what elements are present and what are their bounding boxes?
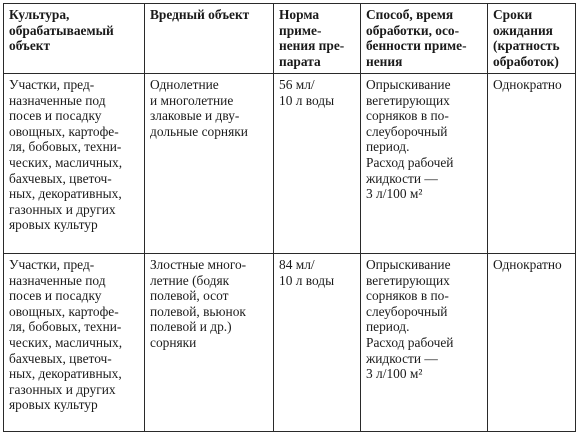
cell-crop: Участки, пред- назначенные под посев и посадку овощных, картофе- ля, бобовых, техни- ческих, масличных, бахчевых, цветоч- ных, декоративных, газонных и других яровых культур: [4, 254, 145, 432]
cell-pest: Однолетние и многолетние злаковые и дву- дольные сорняки: [145, 74, 274, 254]
table-row: [4, 74, 576, 254]
cell-rate: 84 мл/ 10 л воды: [274, 254, 361, 432]
header-pest: Вредный объект: [145, 4, 274, 74]
cell-rate: 56 мл/ 10 л воды: [274, 74, 361, 254]
cell-waiting-period: Однократно: [488, 254, 576, 432]
cell-crop: Участки, пред- назначенные под посев и посадку овощных, картофе- ля, бобовых, техни- ческих, масличных, бахчевых, цветоч- ных, декоративных, газонных и других яровых культур: [4, 74, 145, 254]
cell-method: Опрыскивание вегетирующих сорняков в по- слеуборочный период. Расход рабочей жидкости — 3 л/100 м²: [361, 74, 488, 254]
header-crop: Культура, обрабатываемый объект: [4, 4, 145, 74]
header-waiting-period: Сроки ожидания (кратность обработок): [488, 4, 576, 74]
cell-method: Опрыскивание вегетирующих сорняков в по- слеуборочный период. Расход рабочей жидкости — 3 л/100 м²: [361, 254, 488, 432]
table-row: [4, 254, 576, 432]
cell-waiting-period: Однократно: [488, 74, 576, 254]
header-rate: Норма приме- нения пре- парата: [274, 4, 361, 74]
table-header-row: [4, 4, 576, 74]
pesticide-table: [3, 3, 576, 432]
cell-pest: Злостные много- летние (бодяк полевой, осот полевой, вьюнок полевой и др.) сорняки: [145, 254, 274, 432]
header-method: Способ, время обработки, осо- бенности приме- нения: [361, 4, 488, 74]
